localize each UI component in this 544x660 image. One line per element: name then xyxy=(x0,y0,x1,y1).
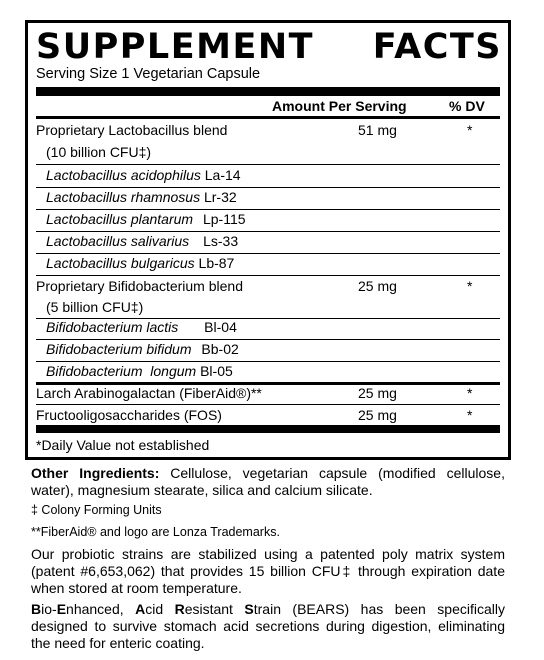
bears-text: esistant xyxy=(184,601,245,617)
fos-dv: * xyxy=(467,407,473,423)
bears-a: A xyxy=(135,601,146,617)
strain-code: La-14 xyxy=(204,167,241,183)
bifido-blend-amount: 25 mg xyxy=(358,278,397,294)
strain-name: Lactobacillus bulgaricus xyxy=(46,255,195,271)
other-ingredients-text: Cellulose, vegetarian capsule (modified cellulose, water), magnesium stearate, silica and calcium silicate. xyxy=(31,465,505,498)
panel-title: SUPPLEMENT FACTS xyxy=(36,27,502,67)
bifido-blend-dv: * xyxy=(467,278,473,294)
thick-divider xyxy=(36,425,500,433)
bears-e: E xyxy=(56,601,67,617)
cfu-note: ‡ Colony Forming Units xyxy=(31,503,162,517)
row-divider xyxy=(36,209,500,210)
serving-size: Serving Size 1 Vegetarian Capsule xyxy=(36,66,261,82)
row-divider xyxy=(36,361,500,362)
col-amount-header: Amount Per Serving xyxy=(272,98,407,114)
stability-statement: Our probiotic strains are stabilized using a patented poly matrix system (patent #6,653,062) that provides 15 billion CFU‡ through expiration date when stored at room temperature. xyxy=(31,546,505,596)
trademark-note: **FiberAid® and logo are Lonza Trademarks. xyxy=(31,525,280,539)
larch-name: Larch Arabinogalactan (FiberAid®)** xyxy=(36,385,262,401)
bifido-blend-cfu: (5 billion CFU‡) xyxy=(46,299,144,315)
strain-name: Bifidobacterium lactis xyxy=(46,319,179,335)
strain-code: Bl-05 xyxy=(200,363,233,379)
row-divider xyxy=(36,404,500,405)
bears-text: nhanced, xyxy=(66,601,136,617)
strain-code: Ls-33 xyxy=(203,233,239,249)
row-divider xyxy=(36,187,500,188)
strain-row xyxy=(46,363,233,379)
bears-text: cid xyxy=(145,601,175,617)
strain-code: Bb-02 xyxy=(201,341,239,357)
bears-statement xyxy=(31,601,505,652)
row-divider xyxy=(36,164,500,165)
strain-code: Lp-115 xyxy=(202,211,246,227)
other-ingredients xyxy=(31,465,505,499)
bifido-blend-name: Proprietary Bifidobacterium blend xyxy=(36,278,243,294)
row-divider xyxy=(36,275,500,276)
supplement-facts-panel xyxy=(25,20,511,460)
fos-amount: 25 mg xyxy=(358,407,397,423)
larch-dv: * xyxy=(467,385,473,401)
strain-row xyxy=(46,341,239,357)
strain-code: Bl-04 xyxy=(204,319,237,335)
strain-row xyxy=(46,319,237,335)
strain-row xyxy=(46,233,238,249)
bears-r: R xyxy=(174,601,185,617)
strain-name: Lactobacillus salivarius xyxy=(46,233,190,249)
header-divider xyxy=(36,116,500,119)
strain-row xyxy=(46,211,246,227)
strain-row xyxy=(46,167,241,183)
bears-text: train (BEARS) has been specifically designed to survive stomach acid secretions during digestion, eliminating the need for enteric coating. xyxy=(31,601,505,651)
lacto-blend-amount: 51 mg xyxy=(358,122,397,138)
thick-divider xyxy=(36,87,500,96)
strain-name: Bifidobacterium longum xyxy=(46,363,197,379)
lacto-blend-cfu: (10 billion CFU‡) xyxy=(46,144,152,160)
daily-value-footnote: *Daily Value not established xyxy=(36,437,210,453)
lacto-blend-dv: * xyxy=(467,122,473,138)
strain-row xyxy=(46,255,234,271)
strain-code: Lr-32 xyxy=(203,189,237,205)
bears-s: S xyxy=(244,601,254,617)
row-divider xyxy=(36,339,500,340)
strain-name: Lactobacillus acidophilus xyxy=(46,167,201,183)
strain-name: Lactobacillus plantarum xyxy=(46,211,194,227)
fos-name: Fructooligosaccharides (FOS) xyxy=(36,407,222,423)
row-divider xyxy=(36,253,500,254)
lacto-blend-name: Proprietary Lactobacillus blend xyxy=(36,122,228,138)
strain-name: Lactobacillus rhamnosus xyxy=(46,189,201,205)
row-divider xyxy=(36,231,500,232)
other-ingredients-label: Other Ingredients: xyxy=(31,465,160,481)
bears-text: io- xyxy=(41,601,57,617)
bears-b: B xyxy=(31,601,42,617)
strain-code: Lb-87 xyxy=(198,255,235,271)
strain-name: Bifidobacterium bifidum xyxy=(46,341,192,357)
strain-row xyxy=(46,189,237,205)
larch-amount: 25 mg xyxy=(358,385,397,401)
col-dv-header: % DV xyxy=(449,98,485,114)
